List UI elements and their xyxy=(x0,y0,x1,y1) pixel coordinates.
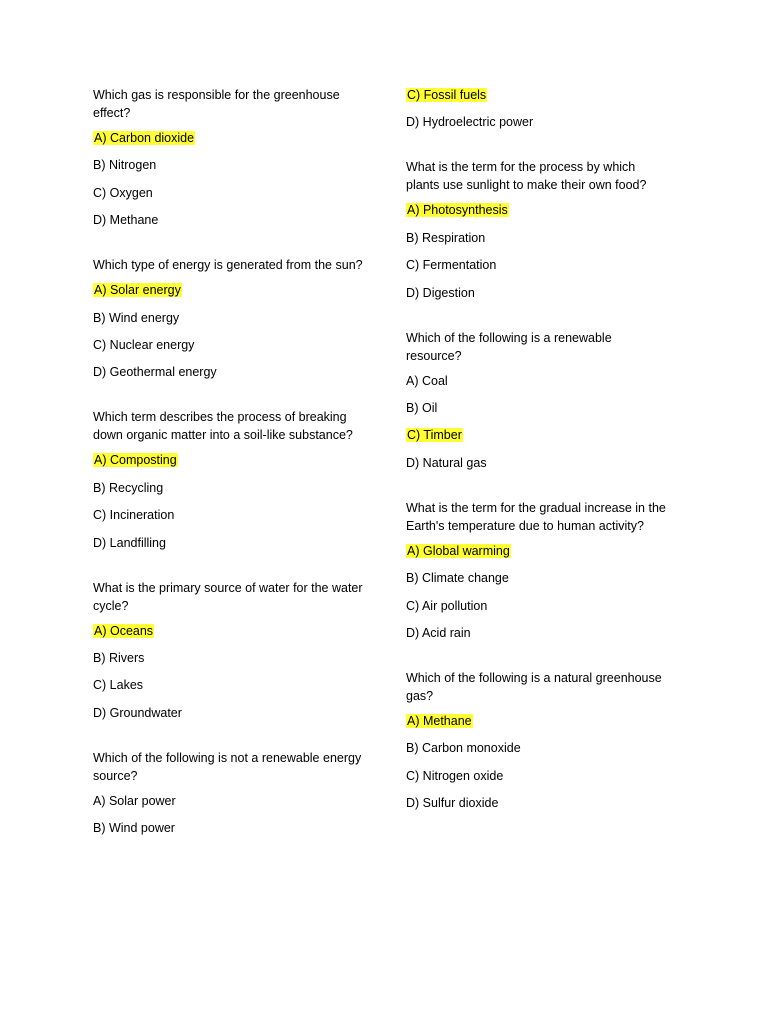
answer-option-text: D) Digestion xyxy=(406,285,475,300)
question-block xyxy=(93,408,363,551)
answer-option-correct xyxy=(406,86,668,104)
answer-option-text: B) Oil xyxy=(406,400,438,415)
answer-option-correct xyxy=(93,451,363,469)
answer-option xyxy=(406,767,668,785)
answer-option xyxy=(93,336,363,354)
question-block xyxy=(93,256,363,381)
question-block xyxy=(93,86,363,229)
answer-option-text: C) Nuclear energy xyxy=(93,337,195,352)
answer-option xyxy=(406,372,668,390)
answer-option-text: C) Oxygen xyxy=(93,185,153,200)
answer-option xyxy=(93,792,363,810)
question-text: What is the primary source of water for the water cycle? xyxy=(93,580,363,613)
answer-option-text: A) Composting xyxy=(94,453,177,468)
answer-option xyxy=(93,363,363,381)
answer-option-text: A) Photosynthesis xyxy=(407,203,508,218)
answer-option xyxy=(93,534,363,552)
answer-option-correct xyxy=(406,201,668,219)
question-block xyxy=(406,669,668,812)
question-text: Which type of energy is generated from the sun? xyxy=(93,258,363,273)
answer-option-text: A) Solar power xyxy=(93,793,176,808)
question-block xyxy=(406,329,668,472)
answer-option-correct xyxy=(93,281,363,299)
answer-option-correct xyxy=(406,542,668,560)
answer-option xyxy=(93,704,363,722)
question-text: Which of the following is a natural greenhouse gas? xyxy=(406,670,662,703)
answer-option-correct xyxy=(406,426,668,444)
answer-option-text: D) Groundwater xyxy=(93,705,182,720)
answer-option-text: B) Recycling xyxy=(93,480,164,495)
answer-option-text: A) Methane xyxy=(407,713,472,728)
answer-option xyxy=(406,229,668,247)
answer-option xyxy=(406,569,668,587)
answer-option-text: C) Fossil fuels xyxy=(407,88,487,102)
answer-option-correct xyxy=(406,712,668,730)
question-block xyxy=(406,499,668,642)
question-block xyxy=(406,86,668,131)
answer-option-correct xyxy=(93,129,363,147)
answer-option-text: D) Methane xyxy=(93,213,159,228)
answer-option-text: A) Global warming xyxy=(407,543,510,558)
answer-option xyxy=(93,184,363,202)
answer-option-text: B) Respiration xyxy=(406,230,486,245)
answer-option-text: C) Lakes xyxy=(93,678,144,693)
left-column xyxy=(93,86,363,864)
question-block xyxy=(406,158,668,301)
answer-option xyxy=(406,597,668,615)
answer-option-text: C) Air pollution xyxy=(406,598,488,613)
question-block xyxy=(93,579,363,722)
answer-option xyxy=(406,256,668,274)
question-text: What is the term for the gradual increase in the Earth's temperature due to human activity? xyxy=(406,500,666,533)
answer-option-text: C) Incineration xyxy=(93,508,175,523)
answer-option-text: D) Hydroelectric power xyxy=(406,115,534,130)
answer-option xyxy=(406,113,668,131)
answer-option-correct xyxy=(93,622,363,640)
answer-option-text: C) Nitrogen oxide xyxy=(406,768,504,783)
answer-option-text: B) Rivers xyxy=(93,650,145,665)
answer-option xyxy=(93,819,363,837)
answer-option-text: C) Timber xyxy=(407,428,462,443)
answer-option-text: D) Landfilling xyxy=(93,535,166,550)
answer-option-text: D) Acid rain xyxy=(406,625,471,640)
answer-option-text: D) Sulfur dioxide xyxy=(406,796,499,811)
answer-option-text: B) Wind power xyxy=(93,821,175,836)
answer-option-text: A) Solar energy xyxy=(94,283,181,298)
question-block xyxy=(93,749,363,837)
answer-option xyxy=(93,676,363,694)
answer-option xyxy=(406,454,668,472)
question-text: Which gas is responsible for the greenhouse effect? xyxy=(93,88,340,120)
answer-option-text: D) Geothermal energy xyxy=(93,365,217,380)
answer-option-text: B) Carbon monoxide xyxy=(406,741,521,756)
answer-option-text: C) Fermentation xyxy=(406,258,497,273)
answer-option-text: A) Coal xyxy=(406,373,448,388)
answer-option xyxy=(93,211,363,229)
answer-option xyxy=(93,506,363,524)
answer-option-text: A) Carbon dioxide xyxy=(94,131,195,145)
answer-option xyxy=(93,649,363,667)
answer-option xyxy=(93,479,363,497)
answer-option xyxy=(406,284,668,302)
answer-option-text: B) Climate change xyxy=(406,571,509,586)
answer-option-text: D) Natural gas xyxy=(406,455,487,470)
answer-option xyxy=(406,399,668,417)
question-text: Which of the following is not a renewable energy source? xyxy=(93,750,362,783)
answer-option-text: B) Wind energy xyxy=(93,310,180,325)
answer-option xyxy=(406,794,668,812)
question-text: Which of the following is a renewable resource? xyxy=(406,330,612,363)
right-column xyxy=(406,86,668,839)
answer-option xyxy=(93,156,363,174)
question-text: What is the term for the process by which plants use sunlight to make their own food? xyxy=(406,160,647,193)
answer-option-text: B) Nitrogen xyxy=(93,158,157,173)
answer-option-text: A) Oceans xyxy=(94,623,154,638)
question-text: Which term describes the process of breaking down organic matter into a soil-like substance? xyxy=(93,410,353,443)
answer-option xyxy=(406,739,668,757)
answer-option xyxy=(406,624,668,642)
answer-option xyxy=(93,309,363,327)
